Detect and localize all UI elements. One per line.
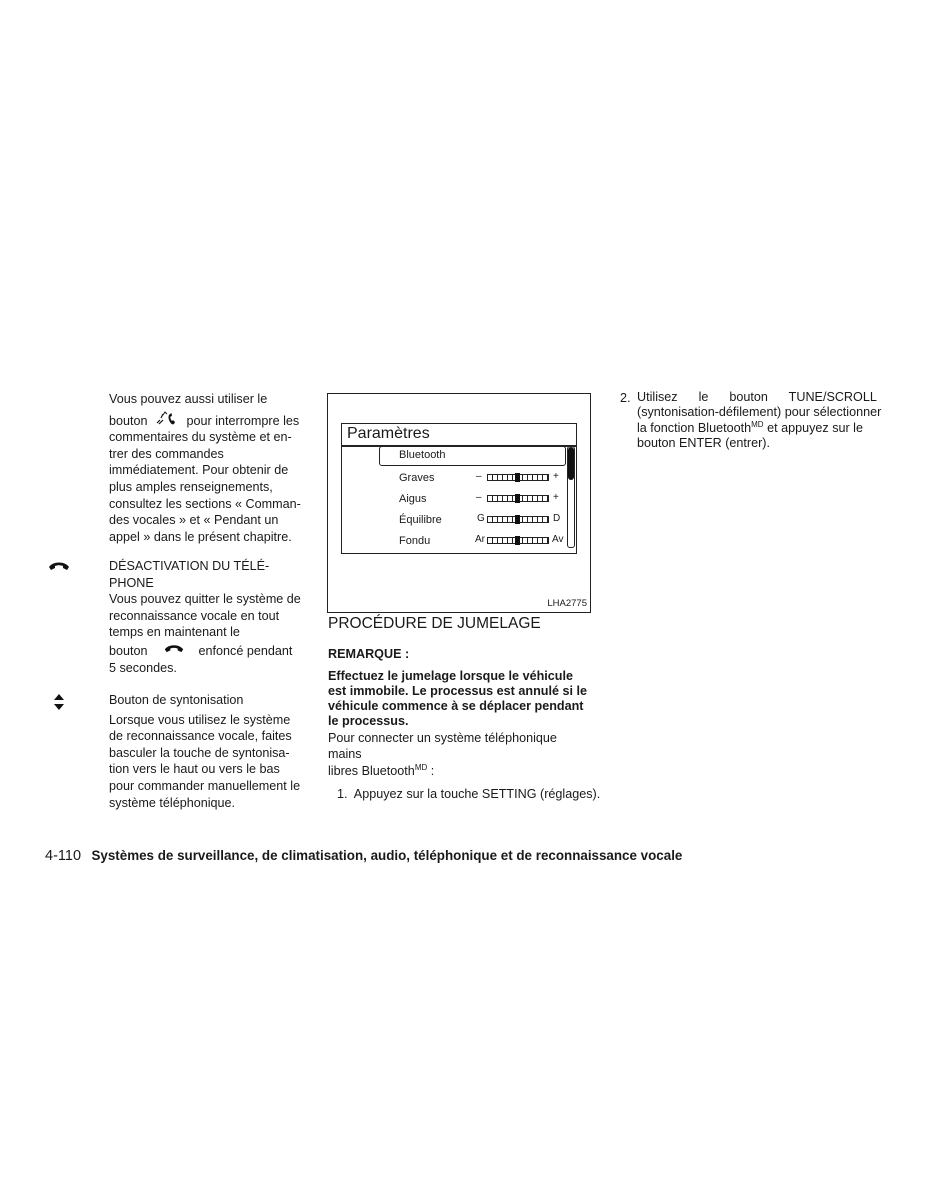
slider-left-label: Ar xyxy=(475,534,485,545)
screen-title: Paramètres xyxy=(347,425,430,442)
tuning-text: Lorsque vous utilisez le système de reconnaissance vocale, faites basculer la touche de syntonisa- tion vers le haut ou vers le bas pour commander manuellement le système téléphonique. xyxy=(109,712,301,810)
slider-left-label: – xyxy=(476,471,482,482)
slider-right-label: + xyxy=(553,492,559,503)
deactivation-bouton-word: bouton xyxy=(109,643,148,658)
menu-item-label: Graves xyxy=(399,472,435,484)
tuning-section xyxy=(109,692,314,811)
step-2-number: 2. xyxy=(620,391,631,405)
figure-code: LHA2775 xyxy=(547,598,587,609)
footer-title: Systèmes de surveillance, de climatisation, audio, téléphonique et de reconnaissance vocale xyxy=(91,848,683,863)
remark-label: REMARQUE : xyxy=(328,647,410,661)
scrollbar-thumb[interactable] xyxy=(568,447,574,480)
deactivation-button-line xyxy=(109,643,314,660)
intro-bouton-word: bouton xyxy=(109,413,148,428)
step-2-line-3-b: et appuyez sur le xyxy=(763,420,863,435)
menu-item-label: Équilibre xyxy=(399,514,442,526)
left-column xyxy=(109,391,314,545)
step-2-text xyxy=(637,390,882,452)
slider-knob xyxy=(515,515,520,524)
remark-text: Effectuez le jumelage lorsque le véhicule est immobile. Le processus est annulé si le véhicule commence à se déplacer pendant le processus. xyxy=(328,668,587,728)
step-1: 1. Appuyez sur la touche SETTING (réglages). xyxy=(337,787,601,802)
intro-line-2 xyxy=(109,411,314,430)
phone-hangup-inline-icon xyxy=(163,643,185,654)
settings-screen xyxy=(341,423,577,554)
slider-knob xyxy=(515,536,520,545)
deactivation-section xyxy=(109,558,314,676)
connect-sup: MD xyxy=(414,762,428,772)
menu-item-bluetooth[interactable] xyxy=(379,446,566,466)
step-2-line-1: Utilisez le bouton TUNE/SCROLL xyxy=(637,390,877,404)
slider-right-label: D xyxy=(553,513,561,524)
slider-left-label: G xyxy=(477,513,485,524)
talk-phone-icon xyxy=(155,411,179,427)
page-number: 4-110 xyxy=(45,848,82,864)
tuning-title: Bouton de syntonisation xyxy=(109,693,244,707)
slider-right-label: Av xyxy=(552,534,564,545)
menu-item-label: Aigus xyxy=(399,493,427,505)
step-2-line-3 xyxy=(637,421,874,436)
deactivation-text: Vous pouvez quitter le système de reconnaissance vocale en tout temps en maintenant le xyxy=(109,592,301,640)
settings-figure xyxy=(327,393,591,613)
connect-line-2-end: : xyxy=(427,763,435,778)
slider-knob xyxy=(515,473,520,482)
step-2-line-4: bouton ENTER (entrer). xyxy=(637,436,770,451)
connect-line-2-text: libres Bluetooth xyxy=(328,763,415,778)
menu-item-bluetooth-label: Bluetooth xyxy=(399,449,446,461)
slider-left-label: – xyxy=(476,492,482,503)
slider-right-label: + xyxy=(553,471,559,482)
step-2-line-2: (syntonisation-défilement) pour sélectionner xyxy=(637,405,882,420)
intro-line-2-rest: pour interrompre les xyxy=(186,413,300,428)
step-2-sup: MD xyxy=(751,419,764,429)
section-heading: PROCÉDURE DE JUMELAGE xyxy=(328,615,541,632)
connect-line-1: Pour connecter un système téléphonique mains xyxy=(328,730,557,762)
middle-column xyxy=(328,646,601,803)
step-2-line-3-a: la fonction Bluetooth xyxy=(637,420,752,435)
intro-paragraph: commentaires du système et en- trer des commandes immédiatement. Pour obtenir de plus amples renseignements, consultez les sections « Comman- des vocales » et « Pendant un appel » dans le présent chapitre. xyxy=(109,430,301,544)
menu-item-label: Fondu xyxy=(399,535,431,547)
right-column xyxy=(620,390,882,452)
screen-scrollbar[interactable] xyxy=(567,446,575,548)
intro-line-1: Vous pouvez aussi utiliser le xyxy=(109,392,268,406)
page-footer xyxy=(45,847,682,865)
deactivation-title: DÉSACTIVATION DU TÉLÉ- PHONE xyxy=(109,559,270,590)
deactivation-button-rest: enfoncé pendant xyxy=(198,643,293,658)
up-down-arrows-icon xyxy=(54,694,64,710)
slider-knob xyxy=(515,494,520,503)
phone-hangup-icon xyxy=(48,560,70,572)
connect-line-2 xyxy=(328,763,590,780)
deactivation-last: 5 secondes. xyxy=(109,660,177,675)
